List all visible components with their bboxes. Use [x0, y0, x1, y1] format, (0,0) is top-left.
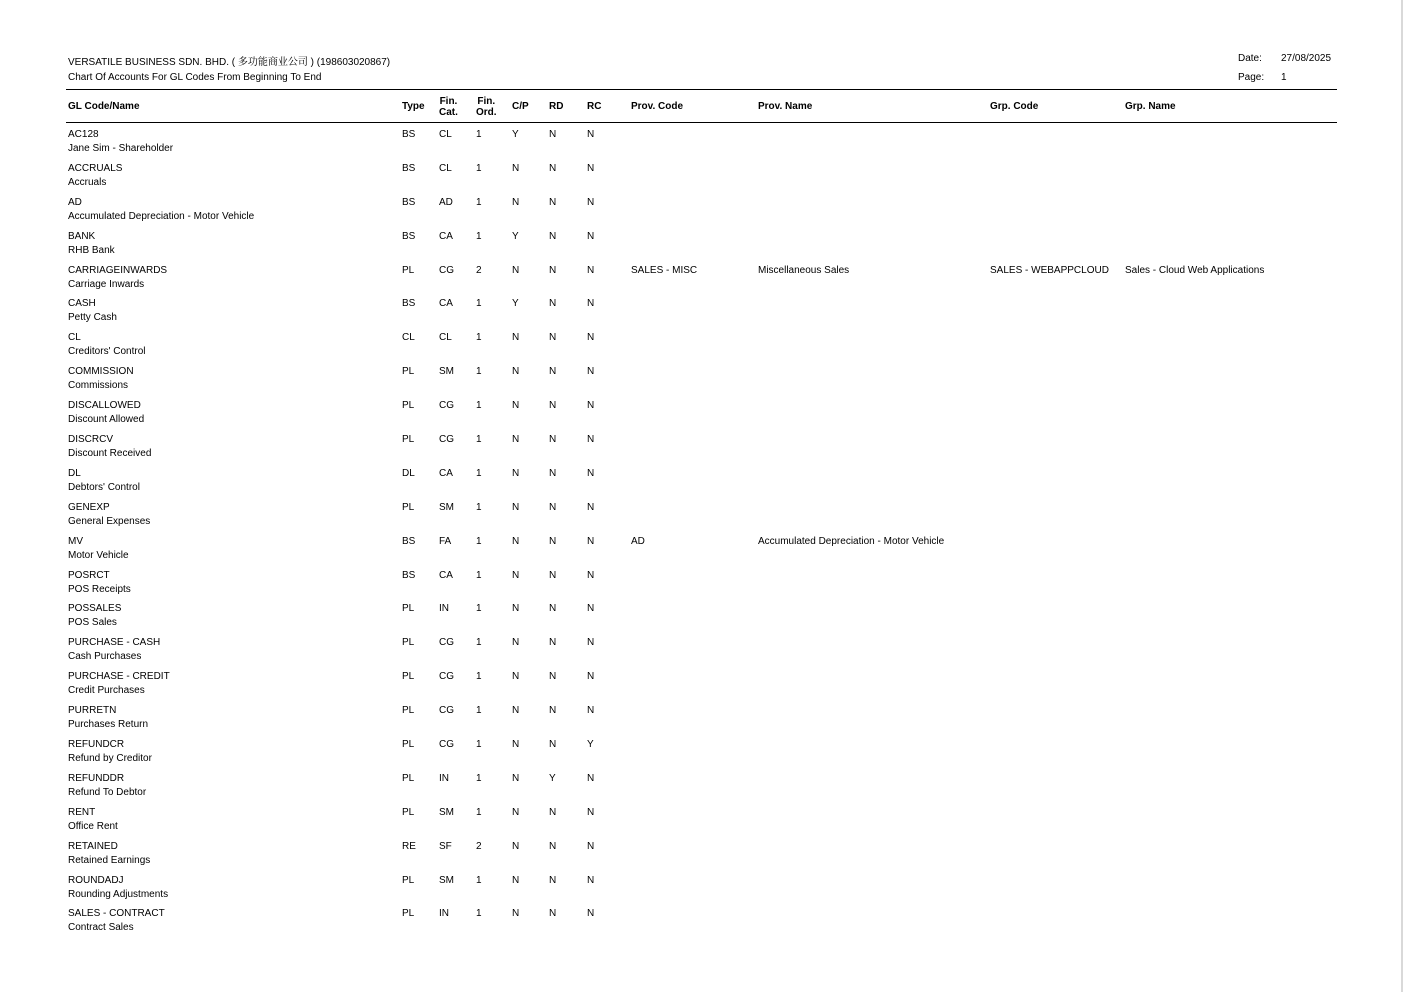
- type-cell: PL: [402, 366, 415, 378]
- gl-name-cell: POS Sales: [68, 617, 117, 629]
- gl-name-cell: Rounding Adjustments: [68, 888, 169, 900]
- table-row: [0, 703, 1404, 737]
- company-name: VERSATILE BUSINESS SDN. BHD. ( 多功能商业公司 ) (198603020867): [68, 57, 391, 68]
- type-cell: PL: [402, 739, 415, 751]
- fin-ord-cell: 1: [476, 739, 482, 751]
- fin-ord-cell: 1: [476, 400, 482, 412]
- col-type: Type: [402, 101, 425, 112]
- type-cell: PL: [402, 908, 415, 920]
- cp-cell: N: [512, 806, 520, 818]
- rc-cell: N: [587, 772, 595, 784]
- rd-cell: N: [549, 196, 557, 208]
- table-row: [0, 771, 1404, 805]
- rd-cell: N: [549, 434, 557, 446]
- table-row: [0, 635, 1404, 669]
- fin-cat-cell: CG: [439, 671, 454, 683]
- type-cell: PL: [402, 637, 415, 649]
- type-cell: PL: [402, 705, 415, 717]
- fin-ord-cell: 1: [476, 908, 482, 920]
- rd-cell: N: [549, 535, 557, 547]
- rc-cell: N: [587, 637, 595, 649]
- accounts-table-body: [0, 127, 1404, 940]
- fin-cat-cell: CG: [439, 264, 454, 276]
- rd-cell: N: [549, 569, 557, 581]
- gl-code-cell: RETAINED: [68, 840, 118, 852]
- fin-cat-cell: CG: [439, 637, 454, 649]
- rd-cell: N: [549, 603, 557, 615]
- type-cell: PL: [402, 671, 415, 683]
- fin-ord-cell: 1: [476, 230, 482, 242]
- cp-cell: N: [512, 366, 520, 378]
- rc-cell: N: [587, 535, 595, 547]
- rd-cell: N: [549, 705, 557, 717]
- type-cell: BS: [402, 569, 416, 581]
- gl-code-cell: CARRIAGEINWARDS: [68, 264, 168, 276]
- table-row: [0, 466, 1404, 500]
- rd-cell: N: [549, 332, 557, 344]
- rd-cell: N: [549, 739, 557, 751]
- table-row: [0, 127, 1404, 161]
- fin-ord-cell: 1: [476, 467, 482, 479]
- gl-name-cell: Cash Purchases: [68, 651, 142, 663]
- fin-cat-cell: IN: [439, 772, 449, 784]
- cp-cell: N: [512, 434, 520, 446]
- table-row: [0, 873, 1404, 907]
- grp-name-cell: Sales - Cloud Web Applications: [1125, 264, 1265, 276]
- col-cp: C/P: [512, 101, 529, 112]
- col-fin-cat: [439, 96, 458, 118]
- col-rd: RD: [549, 101, 564, 112]
- rd-cell: N: [549, 671, 557, 683]
- gl-name-cell: Discount Allowed: [68, 414, 145, 426]
- cp-cell: N: [512, 705, 520, 717]
- fin-cat-cell: CL: [439, 162, 452, 174]
- type-cell: BS: [402, 129, 416, 140]
- gl-name-cell: Petty Cash: [68, 312, 117, 324]
- fin-cat-cell: CG: [439, 739, 454, 751]
- fin-cat-cell: CA: [439, 230, 453, 242]
- rc-cell: N: [587, 230, 595, 242]
- gl-name-cell: Debtors' Control: [68, 481, 140, 493]
- rd-cell: N: [549, 162, 557, 174]
- gl-name-cell: Commissions: [68, 380, 129, 392]
- gl-name-cell: Retained Earnings: [68, 854, 151, 866]
- rd-cell: N: [549, 129, 557, 140]
- gl-code-cell: DISCALLOWED: [68, 400, 141, 412]
- rc-cell: N: [587, 467, 595, 479]
- type-cell: BS: [402, 196, 416, 208]
- rd-cell: N: [549, 298, 557, 310]
- fin-ord-cell: 1: [476, 332, 482, 344]
- type-cell: PL: [402, 501, 415, 513]
- rc-cell: N: [587, 671, 595, 683]
- cp-cell: N: [512, 332, 520, 344]
- fin-cat-cell: SF: [439, 840, 452, 852]
- rc-cell: Y: [587, 739, 594, 751]
- gl-code-cell: CL: [68, 332, 81, 344]
- table-row: [0, 500, 1404, 534]
- gl-name-cell: Accruals: [68, 176, 107, 188]
- gl-name-cell: General Expenses: [68, 515, 151, 527]
- report-title: Chart Of Accounts For GL Codes From Beginning To End: [68, 72, 322, 83]
- page-label: Page:: [1238, 72, 1265, 83]
- header-bottom-rule: [66, 122, 1337, 123]
- type-cell: PL: [402, 874, 415, 886]
- cp-cell: N: [512, 501, 520, 513]
- gl-name-cell: Motor Vehicle: [68, 549, 129, 561]
- fin-ord-cell: 1: [476, 434, 482, 446]
- table-row: [0, 229, 1404, 263]
- rd-cell: N: [549, 467, 557, 479]
- gl-code-cell: PURCHASE - CREDIT: [68, 671, 170, 683]
- rc-cell: N: [587, 332, 595, 344]
- gl-code-cell: COMMISSION: [68, 366, 134, 378]
- gl-name-cell: Accumulated Depreciation - Motor Vehicle: [68, 210, 255, 222]
- fin-cat-cell: SM: [439, 874, 454, 886]
- col-grp-code: Grp. Code: [990, 101, 1039, 112]
- rc-cell: N: [587, 501, 595, 513]
- gl-code-cell: BANK: [68, 230, 96, 242]
- table-row: [0, 296, 1404, 330]
- gl-code-cell: GENEXP: [68, 501, 110, 513]
- fin-cat-cell: SM: [439, 806, 454, 818]
- table-row: [0, 432, 1404, 466]
- fin-ord-cell: 1: [476, 874, 482, 886]
- type-cell: BS: [402, 230, 416, 242]
- prov-code-cell: SALES - MISC: [631, 264, 698, 276]
- rc-cell: N: [587, 874, 595, 886]
- rd-cell: N: [549, 501, 557, 513]
- date-label: Date:: [1238, 53, 1262, 64]
- gl-code-cell: AD: [68, 196, 82, 208]
- cp-cell: N: [512, 603, 520, 615]
- prov-name-cell: Accumulated Depreciation - Motor Vehicle: [758, 535, 945, 547]
- fin-ord-cell: 1: [476, 806, 482, 818]
- fin-ord-cell: 1: [476, 196, 482, 208]
- gl-code-cell: ACCRUALS: [68, 162, 123, 174]
- rc-cell: N: [587, 129, 595, 140]
- table-row: [0, 195, 1404, 229]
- cp-cell: Y: [512, 230, 519, 242]
- fin-cat-cell: CL: [439, 129, 452, 140]
- cp-cell: N: [512, 400, 520, 412]
- fin-ord-cell: 1: [476, 772, 482, 784]
- col-gl-code-name: GL Code/Name: [68, 101, 140, 112]
- cp-cell: Y: [512, 129, 519, 140]
- rd-cell: N: [549, 230, 557, 242]
- table-row: [0, 161, 1404, 195]
- gl-name-cell: Credit Purchases: [68, 685, 145, 697]
- gl-code-cell: POSRCT: [68, 569, 110, 581]
- cp-cell: N: [512, 535, 520, 547]
- col-rc: RC: [587, 101, 602, 112]
- gl-code-cell: MV: [68, 535, 83, 547]
- fin-ord-cell: 2: [476, 264, 482, 276]
- gl-code-cell: PURRETN: [68, 705, 117, 717]
- fin-ord-cell: 1: [476, 162, 482, 174]
- gl-name-cell: Contract Sales: [68, 922, 134, 934]
- table-row: [0, 398, 1404, 432]
- cp-cell: N: [512, 772, 520, 784]
- cp-cell: N: [512, 671, 520, 683]
- col-fin-cat-line2: Cat.: [439, 107, 458, 118]
- col-fin-ord: [476, 96, 497, 118]
- fin-ord-cell: 1: [476, 366, 482, 378]
- fin-cat-cell: CA: [439, 569, 453, 581]
- gl-code-cell: DISCRCV: [68, 434, 114, 446]
- rd-cell: N: [549, 637, 557, 649]
- rc-cell: N: [587, 366, 595, 378]
- gl-code-cell: RENT: [68, 806, 96, 818]
- rd-cell: N: [549, 840, 557, 852]
- gl-name-cell: Jane Sim - Shareholder: [68, 143, 174, 154]
- gl-code-cell: ROUNDADJ: [68, 874, 124, 886]
- prov-name-cell: Miscellaneous Sales: [758, 264, 850, 276]
- table-row: [0, 364, 1404, 398]
- rc-cell: N: [587, 434, 595, 446]
- cp-cell: N: [512, 162, 520, 174]
- fin-cat-cell: CA: [439, 298, 453, 310]
- fin-cat-cell: SM: [439, 501, 454, 513]
- table-row: [0, 330, 1404, 364]
- fin-cat-cell: CG: [439, 400, 454, 412]
- rc-cell: N: [587, 705, 595, 717]
- table-row: [0, 263, 1404, 297]
- rd-cell: N: [549, 264, 557, 276]
- gl-code-cell: REFUNDDR: [68, 772, 125, 784]
- cp-cell: N: [512, 196, 520, 208]
- table-row: [0, 669, 1404, 703]
- rc-cell: N: [587, 298, 595, 310]
- grp-code-cell: SALES - WEBAPPCLOUD: [990, 264, 1109, 276]
- rd-cell: Y: [549, 772, 556, 784]
- type-cell: PL: [402, 400, 415, 412]
- cp-cell: N: [512, 908, 520, 920]
- cp-cell: N: [512, 264, 520, 276]
- table-row: [0, 839, 1404, 873]
- rc-cell: N: [587, 603, 595, 615]
- fin-cat-cell: SM: [439, 366, 454, 378]
- type-cell: PL: [402, 264, 415, 276]
- rc-cell: N: [587, 806, 595, 818]
- table-row: [0, 534, 1404, 568]
- table-row: [0, 601, 1404, 635]
- rc-cell: N: [587, 840, 595, 852]
- table-row: [0, 568, 1404, 602]
- col-fin-ord-line1: Fin.: [477, 96, 496, 107]
- rc-cell: N: [587, 162, 595, 174]
- date-value: 27/08/2025: [1281, 53, 1332, 64]
- type-cell: RE: [402, 840, 416, 852]
- gl-code-cell: AC128: [68, 129, 99, 140]
- gl-name-cell: Purchases Return: [68, 719, 149, 731]
- gl-code-cell: DL: [68, 467, 81, 479]
- fin-cat-cell: AD: [439, 196, 453, 208]
- type-cell: CL: [402, 332, 415, 344]
- rd-cell: N: [549, 366, 557, 378]
- table-row: [0, 737, 1404, 771]
- header-top-rule: [66, 89, 1337, 90]
- cp-cell: N: [512, 840, 520, 852]
- col-grp-name: Grp. Name: [1125, 101, 1176, 112]
- rc-cell: N: [587, 569, 595, 581]
- cp-cell: N: [512, 739, 520, 751]
- fin-cat-cell: CA: [439, 467, 453, 479]
- type-cell: BS: [402, 535, 416, 547]
- rc-cell: N: [587, 908, 595, 920]
- gl-name-cell: Refund by Creditor: [68, 753, 152, 765]
- cp-cell: N: [512, 569, 520, 581]
- cp-cell: N: [512, 467, 520, 479]
- gl-code-cell: REFUNDCR: [68, 739, 125, 751]
- fin-cat-cell: CG: [439, 434, 454, 446]
- fin-ord-cell: 1: [476, 569, 482, 581]
- type-cell: PL: [402, 603, 415, 615]
- fin-ord-cell: 2: [476, 840, 482, 852]
- gl-name-cell: Refund To Debtor: [68, 786, 147, 798]
- fin-ord-cell: 1: [476, 705, 482, 717]
- rd-cell: N: [549, 874, 557, 886]
- page-value: 1: [1281, 72, 1287, 83]
- gl-name-cell: POS Receipts: [68, 583, 131, 595]
- col-fin-ord-line2: Ord.: [476, 107, 497, 118]
- rd-cell: N: [549, 400, 557, 412]
- fin-ord-cell: 1: [476, 298, 482, 310]
- prov-code-cell: AD: [631, 535, 645, 547]
- gl-code-cell: SALES - CONTRACT: [68, 908, 165, 920]
- fin-ord-cell: 1: [476, 603, 482, 615]
- gl-name-cell: Creditors' Control: [68, 346, 146, 358]
- fin-ord-cell: 1: [476, 637, 482, 649]
- fin-cat-cell: CG: [439, 705, 454, 717]
- gl-code-cell: CASH: [68, 298, 96, 310]
- type-cell: PL: [402, 434, 415, 446]
- fin-ord-cell: 1: [476, 535, 482, 547]
- type-cell: BS: [402, 298, 416, 310]
- gl-code-cell: POSSALES: [68, 603, 122, 615]
- rc-cell: N: [587, 264, 595, 276]
- col-prov-code: Prov. Code: [631, 101, 684, 112]
- gl-name-cell: Carriage Inwards: [68, 278, 145, 290]
- rd-cell: N: [549, 806, 557, 818]
- type-cell: PL: [402, 806, 415, 818]
- gl-name-cell: Discount Received: [68, 448, 152, 460]
- fin-ord-cell: 1: [476, 129, 482, 140]
- fin-ord-cell: 1: [476, 671, 482, 683]
- rc-cell: N: [587, 400, 595, 412]
- gl-name-cell: Office Rent: [68, 820, 118, 832]
- cp-cell: N: [512, 637, 520, 649]
- rd-cell: N: [549, 908, 557, 920]
- table-row: [0, 805, 1404, 839]
- fin-cat-cell: FA: [439, 535, 452, 547]
- gl-name-cell: RHB Bank: [68, 244, 115, 256]
- fin-cat-cell: CL: [439, 332, 452, 344]
- gl-code-cell: PURCHASE - CASH: [68, 637, 161, 649]
- cp-cell: Y: [512, 298, 519, 310]
- rc-cell: N: [587, 196, 595, 208]
- type-cell: BS: [402, 162, 416, 174]
- table-row: [0, 906, 1404, 940]
- fin-cat-cell: IN: [439, 603, 449, 615]
- col-fin-cat-line1: Fin.: [439, 96, 458, 107]
- col-prov-name: Prov. Name: [758, 101, 813, 112]
- fin-cat-cell: IN: [439, 908, 449, 920]
- fin-ord-cell: 1: [476, 501, 482, 513]
- type-cell: PL: [402, 772, 415, 784]
- cp-cell: N: [512, 874, 520, 886]
- type-cell: DL: [402, 467, 415, 479]
